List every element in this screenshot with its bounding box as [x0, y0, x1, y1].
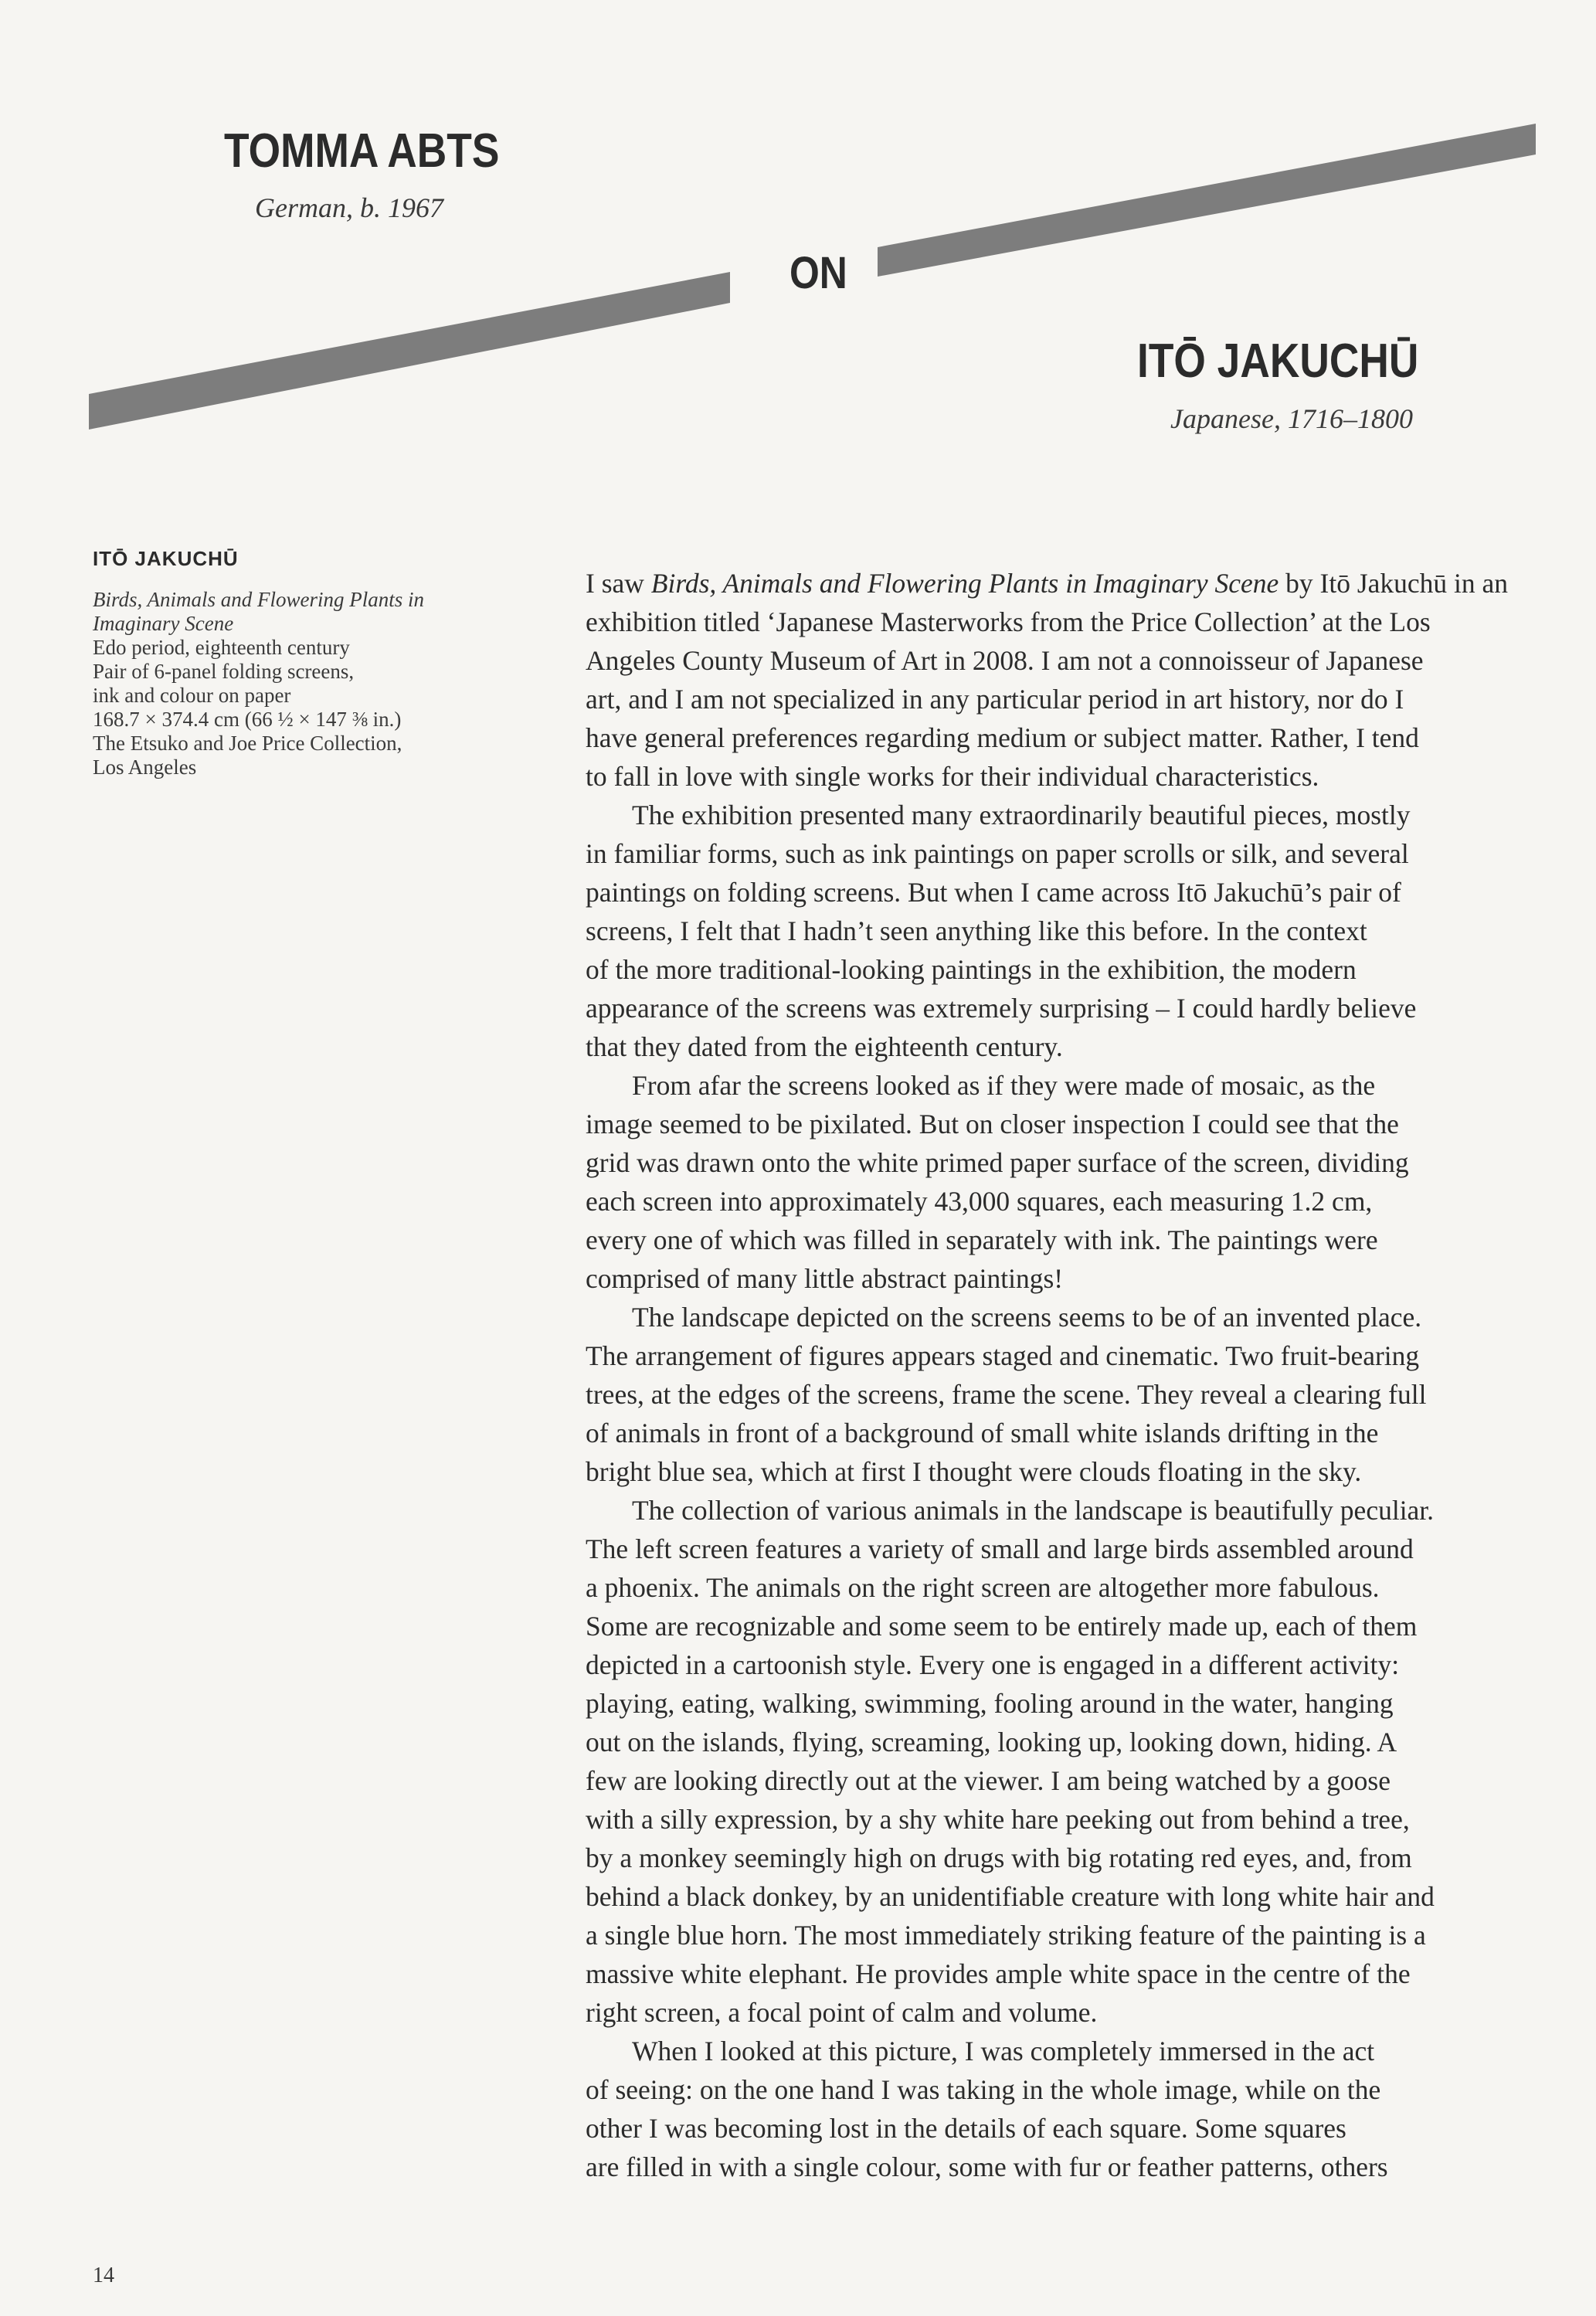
text-line: bright blue sea, which at first I thought were clouds floating in the sky.	[586, 1456, 1362, 1487]
text-line: I saw Birds, Animals and Flowering Plants in Imaginary Scene by Itō Jakuchū in an	[586, 568, 1509, 599]
paragraph-2	[586, 796, 1559, 1066]
text-line: a phoenix. The animals on the right screen are altogether more fabulous.	[586, 1572, 1380, 1603]
text-line: The left screen features a variety of small and large birds assembled around	[586, 1533, 1414, 1564]
text-line: with a silly expression, by a shy white hare peeking out from behind a tree,	[586, 1804, 1410, 1835]
text-line: art, and I am not specialized in any particular period in art history, nor do I	[586, 684, 1404, 715]
caption-line: Los Angeles	[93, 756, 197, 779]
paragraph-1	[586, 564, 1559, 796]
essay-body	[586, 564, 1559, 2186]
text-line: When I looked at this picture, I was completely immersed in the act	[632, 2036, 1375, 2066]
subject-info: Japanese, 1716–1800	[1170, 403, 1413, 434]
text-line: right screen, a focal point of calm and volume.	[586, 1997, 1098, 2028]
caption-work-title: Imaginary Scene	[93, 612, 234, 635]
diagonal-bands	[0, 0, 1596, 464]
text-line: The collection of various animals in the landscape is beautifully peculiar.	[632, 1495, 1435, 1526]
text-line: comprised of many little abstract paintings!	[586, 1263, 1064, 1294]
text-line: in familiar forms, such as ink paintings on paper scrolls or silk, and several	[586, 838, 1409, 869]
text-line: depicted in a cartoonish style. Every one is engaged in a different activity:	[586, 1649, 1400, 1680]
text-line: paintings on folding screens. But when I came across Itō Jakuchū’s pair of	[586, 877, 1401, 908]
artwork-title: Birds, Animals and Flowering Plants in Imaginary Scene	[650, 568, 1279, 599]
text-line: trees, at the edges of the screens, frame the scene. They reveal a clearing full	[586, 1379, 1427, 1410]
paragraph-4	[586, 1298, 1559, 1491]
text-line: From afar the screens looked as if they were made of mosaic, as the	[632, 1070, 1376, 1101]
text-line: a single blue horn. The most immediately striking feature of the painting is a	[586, 1920, 1426, 1951]
text-line: every one of which was filled in separately with ink. The paintings were	[586, 1224, 1378, 1255]
artist-name: TOMMA ABTS	[224, 124, 500, 178]
text-line: Angeles County Museum of Art in 2008. I am not a connoisseur of Japanese	[586, 645, 1424, 676]
text-line: The landscape depicted on the screens seems to be of an invented place.	[632, 1302, 1422, 1333]
text-line: Some are recognizable and some seem to be entirely made up, each of them	[586, 1611, 1418, 1642]
text-line: The arrangement of figures appears staged and cinematic. Two fruit-bearing	[586, 1340, 1420, 1371]
text-line: massive white elephant. He provides ample white space in the centre of the	[586, 1958, 1411, 1989]
page-number: 14	[93, 2263, 114, 2287]
text-line: other I was becoming lost in the details of each square. Some squares	[586, 2113, 1346, 2144]
on-connector: ON	[790, 248, 847, 298]
text-line: of animals in front of a background of small white islands drifting in the	[586, 1418, 1379, 1448]
caption-line: Pair of 6-panel folding screens,	[93, 660, 355, 683]
text-line: exhibition titled ‘Japanese Masterworks from the Price Collection’ at the Los	[586, 606, 1431, 637]
artist-info: German, b. 1967	[255, 192, 443, 223]
text-line: are filled in with a single colour, some with fur or feather patterns, others	[586, 2151, 1388, 2182]
caption-line: The Etsuko and Joe Price Collection,	[93, 732, 402, 755]
caption-line: Edo period, eighteenth century	[93, 636, 350, 659]
caption-line: 168.7 × 374.4 cm (66 ½ × 147 ⅜ in.)	[93, 708, 402, 731]
artwork-caption	[93, 547, 479, 779]
text-line: few are looking directly out at the viewer. I am being watched by a goose	[586, 1765, 1391, 1796]
text-line: by a monkey seemingly high on drugs with big rotating red eyes, and, from	[586, 1842, 1412, 1873]
text-line: grid was drawn onto the white primed paper surface of the screen, dividing	[586, 1147, 1409, 1178]
text-line: The exhibition presented many extraordinarily beautiful pieces, mostly	[632, 800, 1411, 830]
text-line: behind a black donkey, by an unidentifiable creature with long white hair and	[586, 1881, 1435, 1912]
paragraph-6	[586, 2032, 1559, 2186]
paragraph-3	[586, 1066, 1559, 1298]
left-diagonal-band	[89, 272, 730, 430]
caption-line: ink and colour on paper	[93, 684, 291, 707]
text-line: of seeing: on the one hand I was taking in the whole image, while on the	[586, 2074, 1381, 2105]
text-line: of the more traditional-looking paintings in the exhibition, the modern	[586, 954, 1357, 985]
text-line: that they dated from the eighteenth century.	[586, 1031, 1063, 1062]
subject-name: ITŌ JAKUCHŪ	[1137, 334, 1419, 388]
text-line: have general preferences regarding medium or subject matter. Rather, I tend	[586, 722, 1419, 753]
text-line: each screen into approximately 43,000 squares, each measuring 1.2 cm,	[586, 1186, 1373, 1217]
caption-artist: ITŌ JAKUCHŪ	[93, 547, 239, 570]
paragraph-5	[586, 1491, 1559, 2032]
text-line: playing, eating, walking, swimming, fooling around in the water, hanging	[586, 1688, 1394, 1719]
text-line: to fall in love with single works for their individual characteristics.	[586, 761, 1319, 792]
text-line: image seemed to be pixilated. But on closer inspection I could see that the	[586, 1109, 1399, 1139]
caption-work-title: Birds, Animals and Flowering Plants in	[93, 588, 425, 611]
text-line: screens, I felt that I hadn’t seen anything like this before. In the context	[586, 915, 1367, 946]
right-diagonal-band	[878, 124, 1536, 277]
text-line: out on the islands, flying, screaming, looking up, looking down, hiding. A	[586, 1727, 1397, 1757]
text-line: appearance of the screens was extremely surprising – I could hardly believe	[586, 993, 1417, 1024]
